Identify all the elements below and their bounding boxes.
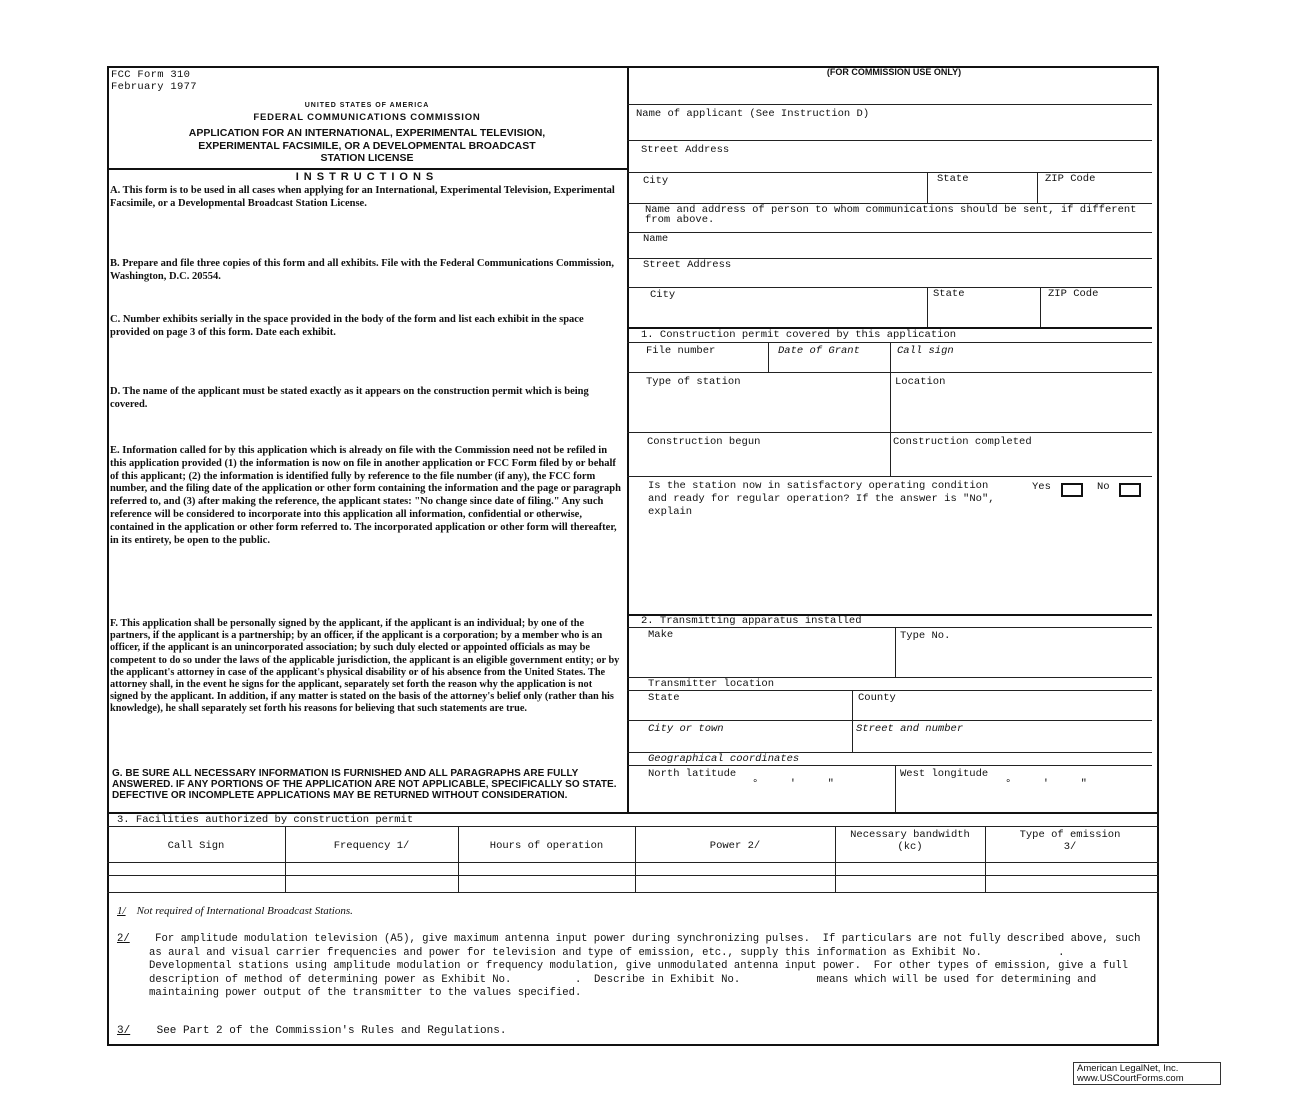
section-3-title: 3. Facilities authorized by construction permit	[117, 814, 414, 826]
commission-use-label: (FOR COMMISSION USE ONLY)	[826, 67, 962, 77]
instruction-a	[110, 185, 622, 211]
instruction-b	[110, 258, 622, 284]
instruction-text: This form is to be used in all cases when applying for an International, Experimental Television, Experimental Facsimile, or a Developmental Broadcast Station License.	[110, 185, 615, 209]
city-field[interactable]: City	[643, 175, 669, 187]
legalnet-stamp	[1073, 1062, 1221, 1085]
column-power: Power 2/	[709, 840, 761, 852]
street-address-field[interactable]: Street Address	[641, 144, 730, 156]
type-no-field[interactable]: Type No.	[900, 630, 951, 642]
mail-zip-field[interactable]: ZIP Code	[1048, 288, 1099, 300]
instruction-text: This application shall be personally signed by the applicant, if the applicant is an individual; by one of the partners, if the applicant is a partnership; by an officer, if the applicant is a corporation; by a member who is an officer, if the applicant is an unincorporated association; by such duly elected or appointed officials as may be competent to do so under the laws of the applicable jurisdiction, the applicant is an eligible government entity; or by the applicant's attorney in case of the applicant's physical disability or of his absence from the United States. The attorney shall, in the event he signs for the applicant, separately set forth the reason why the application is not signed by the applicant. In addition, if any matter is stated on the basis of the attorney's belief only (rather than his knowledge), he shall separately set forth his reasons for believing that such statements are true.	[110, 618, 620, 715]
column-frequency: Frequency 1/	[333, 840, 410, 852]
form-date: February 1977	[111, 81, 197, 93]
instruction-letter: A.	[110, 185, 121, 196]
tx-state-field[interactable]: State	[648, 692, 680, 704]
instructions-heading: INSTRUCTIONS	[295, 171, 439, 183]
footnote-3	[117, 1025, 1147, 1039]
instruction-d	[110, 386, 622, 412]
county-field[interactable]: County	[858, 692, 896, 704]
latitude-dms: ° ' "	[752, 778, 834, 790]
section-1-title: 1. Construction permit covered by this application	[641, 329, 957, 341]
form-number: FCC Form 310	[111, 69, 191, 81]
column-emission: Type of emission 3/	[1019, 829, 1121, 853]
column-hours: Hours of operation	[489, 840, 604, 852]
section-2-title: 2. Transmitting apparatus installed	[641, 615, 862, 627]
footnote-mark: 2/	[117, 933, 130, 945]
title-line: EXPERIMENTAL FACSIMILE, OR A DEVELOPMENTAL BROADCAST	[198, 139, 536, 152]
name-of-applicant-field[interactable]: Name of applicant (See Instruction D)	[636, 108, 870, 120]
no-checkbox[interactable]	[1119, 483, 1141, 497]
instruction-text: Information called for by this application which is already on file with the Commission need not be refiled in this application provided (1) the information is now on file in another application or FCC Form filed by or behalf of this applicant; (2) the information is identified fully by reference to the file number (if any), the FCC form number, and the filing date of the application or other form containing the information and the page or paragraph referred to, and (3) after making the reference, the applicant states: "No change since date of filing." Any such reference will be considered to incorporate into this application all information, confidential or otherwise, contained in the application or other form referred to. The incorporated application or other form will thereafter, in its entirety, be open to the public.	[110, 445, 621, 546]
footnote-mark: 3/	[117, 1025, 131, 1037]
file-number-field[interactable]: File number	[646, 345, 716, 357]
instruction-letter: D.	[110, 386, 121, 397]
mail-name-field[interactable]: Name	[643, 233, 669, 245]
yes-label: Yes	[1032, 481, 1051, 493]
mailing-instructions: Name and address of person to whom communications should be sent, if different from above.	[645, 204, 1137, 226]
west-longitude-field[interactable]: West longitude	[900, 768, 989, 780]
make-field[interactable]: Make	[648, 629, 674, 641]
instruction-f	[110, 618, 622, 716]
instruction-letter: C.	[110, 314, 121, 325]
zip-field[interactable]: ZIP Code	[1045, 173, 1096, 185]
instruction-text: Number exhibits serially in the space provided in the body of the form and list each exhibit in the space provided on page 3 of this form. Date each exhibit.	[110, 314, 584, 338]
stamp-line: www.USCourtForms.com	[1077, 1073, 1184, 1084]
title-line: STATION LICENSE	[320, 152, 414, 164]
mail-city-field[interactable]: City	[650, 289, 676, 301]
instruction-c	[110, 314, 622, 340]
footnote-2	[117, 933, 1147, 1001]
footnote-text: See Part 2 of the Commission's Rules and Regulations.	[156, 1025, 507, 1037]
call-sign-field[interactable]: Call sign	[897, 345, 954, 357]
instruction-letter: G.	[112, 768, 123, 779]
street-and-number-field[interactable]: Street and number	[856, 723, 964, 735]
instruction-text: The name of the applicant must be stated exactly as it appears on the construction permit which is being covered.	[110, 386, 589, 410]
instruction-g	[112, 768, 624, 801]
facilities-row[interactable]	[107, 862, 1159, 892]
instruction-text: BE SURE ALL NECESSARY INFORMATION IS FURNISHED AND ALL PARAGRAPHS ARE FULLY ANSWERED. IF ANY PORTIONS OF THE APPLICATION ARE NOT APPLICABLE, SPECIFICALLY SO STATE. DEFECTIVE OR INCOMPLETE APPLICATIONS MAY BE RETURNED WITHOUT CONSIDERATION.	[112, 768, 617, 801]
yes-checkbox[interactable]	[1061, 483, 1083, 497]
footnote-mark: 1/	[117, 905, 126, 917]
column-bandwidth: Necessary bandwidth (kc)	[850, 829, 970, 853]
instruction-letter: F.	[110, 618, 118, 629]
construction-begun-field[interactable]: Construction begun	[647, 436, 761, 448]
stamp-line: American LegalNet, Inc.	[1077, 1063, 1179, 1074]
construction-completed-field[interactable]: Construction completed	[893, 436, 1032, 448]
mail-street-field[interactable]: Street Address	[643, 259, 732, 271]
column-call-sign: Call Sign	[167, 840, 225, 852]
location-field[interactable]: Location	[895, 376, 946, 388]
geographical-coordinates-label: Geographical coordinates	[648, 753, 800, 765]
no-label: No	[1097, 481, 1110, 493]
title-line: APPLICATION FOR AN INTERNATIONAL, EXPERIMENTAL TELEVISION,	[188, 127, 546, 139]
agency: FEDERAL COMMUNICATIONS COMMISSION	[253, 112, 481, 123]
instruction-text: Prepare and file three copies of this form and all exhibits. File with the Federal Communications Commission, Washington, D.C. 20554.	[110, 258, 614, 282]
operating-condition-question: Is the station now in satisfactory operating condition and ready for regular operation? If the answer is "No", explain	[648, 480, 995, 518]
transmitter-location-label: Transmitter location	[648, 678, 775, 690]
date-of-grant-field[interactable]: Date of Grant	[778, 345, 860, 357]
north-latitude-field[interactable]: North latitude	[648, 768, 737, 780]
instruction-letter: B.	[110, 258, 120, 269]
footnote-text: For amplitude modulation television (A5), give maximum antenna input power during synchronizing pulses. If particulars are not fully described above, such as aural and visual carrier frequencies and power for television and type of emission, etc., supply this information as Exhibit No. . Developmental stations using amplitude modulation or frequency modulation, give unmodulated antenna input power. For other types of emission, give a full description of method of determining power as Exhibit No. . Describe in Exhibit No. means which will be used for determining and maintaining power output of the transmitter to the values specified.	[149, 933, 1147, 999]
instruction-letter: E.	[110, 445, 120, 456]
country: UNITED STATES OF AMERICA	[304, 102, 430, 109]
form-title	[107, 127, 627, 165]
type-of-station-field[interactable]: Type of station	[646, 376, 741, 388]
instruction-e	[110, 445, 624, 547]
mail-state-field[interactable]: State	[933, 288, 965, 300]
city-or-town-field[interactable]: City or town	[648, 723, 724, 735]
footnote-text: Not required of International Broadcast Stations.	[136, 905, 353, 917]
footnote-1	[117, 905, 1147, 919]
longitude-dms: ° ' "	[1005, 778, 1087, 790]
state-field[interactable]: State	[937, 173, 969, 185]
